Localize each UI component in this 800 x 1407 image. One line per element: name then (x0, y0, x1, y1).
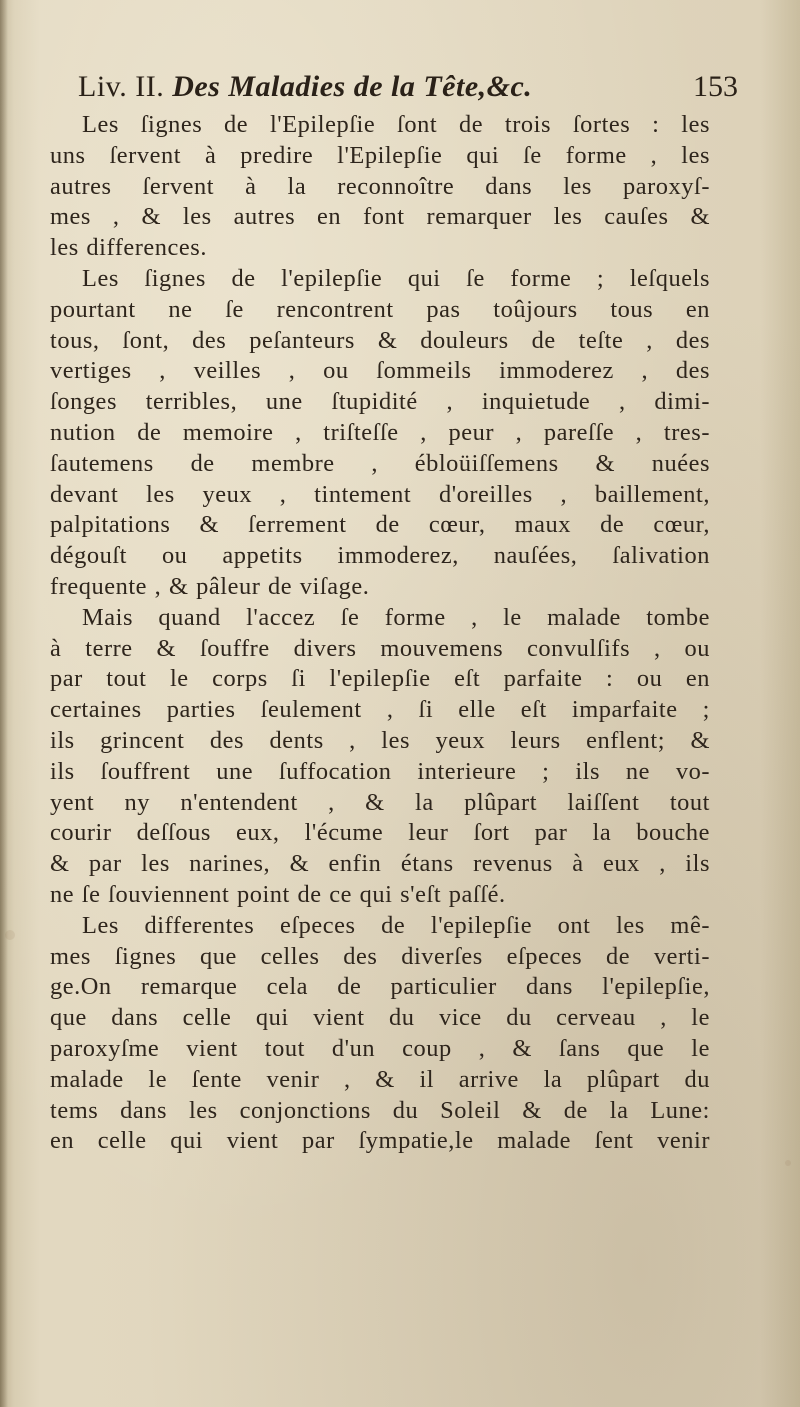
text-line: frequente , & pâleur de viſage. (50, 572, 370, 600)
paper-stain (785, 1160, 791, 1166)
text-line: tous, ſont, des peſanteurs & douleurs de teſte , des (50, 326, 710, 354)
text-line: paroxyſme vient tout d'un coup , & ſans que le (50, 1034, 710, 1062)
text-line: certaines parties ſeulement , ſi elle eſt imparfaite ; (50, 696, 710, 724)
text-line: Les ſignes de l'Epilepſie ſont de trois ſortes : les (82, 111, 710, 138)
running-header (78, 70, 738, 114)
page-number: 153 (693, 70, 738, 103)
text-line: mes , & les autres en font remarquer les cauſes & (50, 203, 710, 231)
text-line: que dans celle qui vient du vice du cerveau , le (50, 1004, 710, 1032)
text-line: Les differentes eſpeces de l'epilepſie ont les mê- (82, 911, 710, 939)
text-line: nution de memoire , triſteſſe , peur , pareſſe , tres- (50, 418, 710, 446)
chapter-title: Des Maladies de la Tête,&c. (172, 70, 533, 103)
text-line: ſautemens de membre , ébloüiſſemens & nuées (50, 449, 710, 477)
text-line: tems dans les conjonctions du Soleil & de la Lune: (50, 1096, 710, 1124)
running-head (78, 70, 532, 104)
text-line: yent ny n'entendent , & la plûpart laiſſent tout (50, 788, 710, 816)
text-line: devant les yeux , tintement d'oreilles , baillement, (50, 480, 710, 508)
text-line: vertiges , veilles , ou ſommeils immoderez , des (50, 357, 710, 385)
text-line: dégouſt ou appetits immoderez, nauſées, ſalivation (50, 542, 710, 570)
text-line: ils grincent des dents , les yeux leurs enflent; & (50, 726, 710, 754)
text-line: ge.On remarque cela de particulier dans l'epilepſie, (50, 973, 710, 1001)
text-line: autres ſervent à la reconnoître dans les paroxyſ- (50, 172, 710, 200)
text-line: & par les narines, & enfin étans revenus à eux , ils (50, 850, 710, 878)
paper-stain (5, 930, 15, 940)
text-line: courir deſſous eux, l'écume leur ſort par la bouche (50, 819, 710, 847)
text-line: Mais quand l'accez ſe forme , le malade tombe (82, 603, 710, 631)
text-line: en celle qui vient par ſympatie,le malade ſent venir (50, 1127, 710, 1155)
text-line: ils ſouffrent une ſuffocation interieure ; ils ne vo- (50, 757, 710, 785)
text-line: mes ſignes que celles des diverſes eſpeces de verti- (50, 942, 710, 970)
text-line: uns ſervent à predire l'Epilepſie qui ſe forme , les (50, 141, 710, 169)
chapter-label: Liv. II. (78, 70, 165, 103)
text-line: les differences. (50, 234, 207, 262)
body-text (50, 110, 710, 1157)
text-line: à terre & ſouffre divers mouvemens convulſifs , ou (50, 634, 710, 662)
text-line: par tout le corps ſi l'epilepſie eſt parfaite : ou en (50, 665, 710, 693)
text-line: pourtant ne ſe rencontrent pas toûjours tous en (50, 295, 710, 323)
text-line: palpitations & ſerrement de cœur, maux de cœur, (50, 511, 710, 539)
text-line: ne ſe ſouviennent point de ce qui s'eſt paſſé. (50, 880, 506, 908)
text-line: ſonges terribles, une ſtupidité , inquietude , dimi- (50, 388, 710, 416)
text-line: Les ſignes de l'epilepſie qui ſe forme ; leſquels (82, 264, 710, 292)
text-line: malade le ſente venir , & il arrive la plûpart du (50, 1065, 710, 1093)
gutter-shadow (0, 0, 8, 1407)
